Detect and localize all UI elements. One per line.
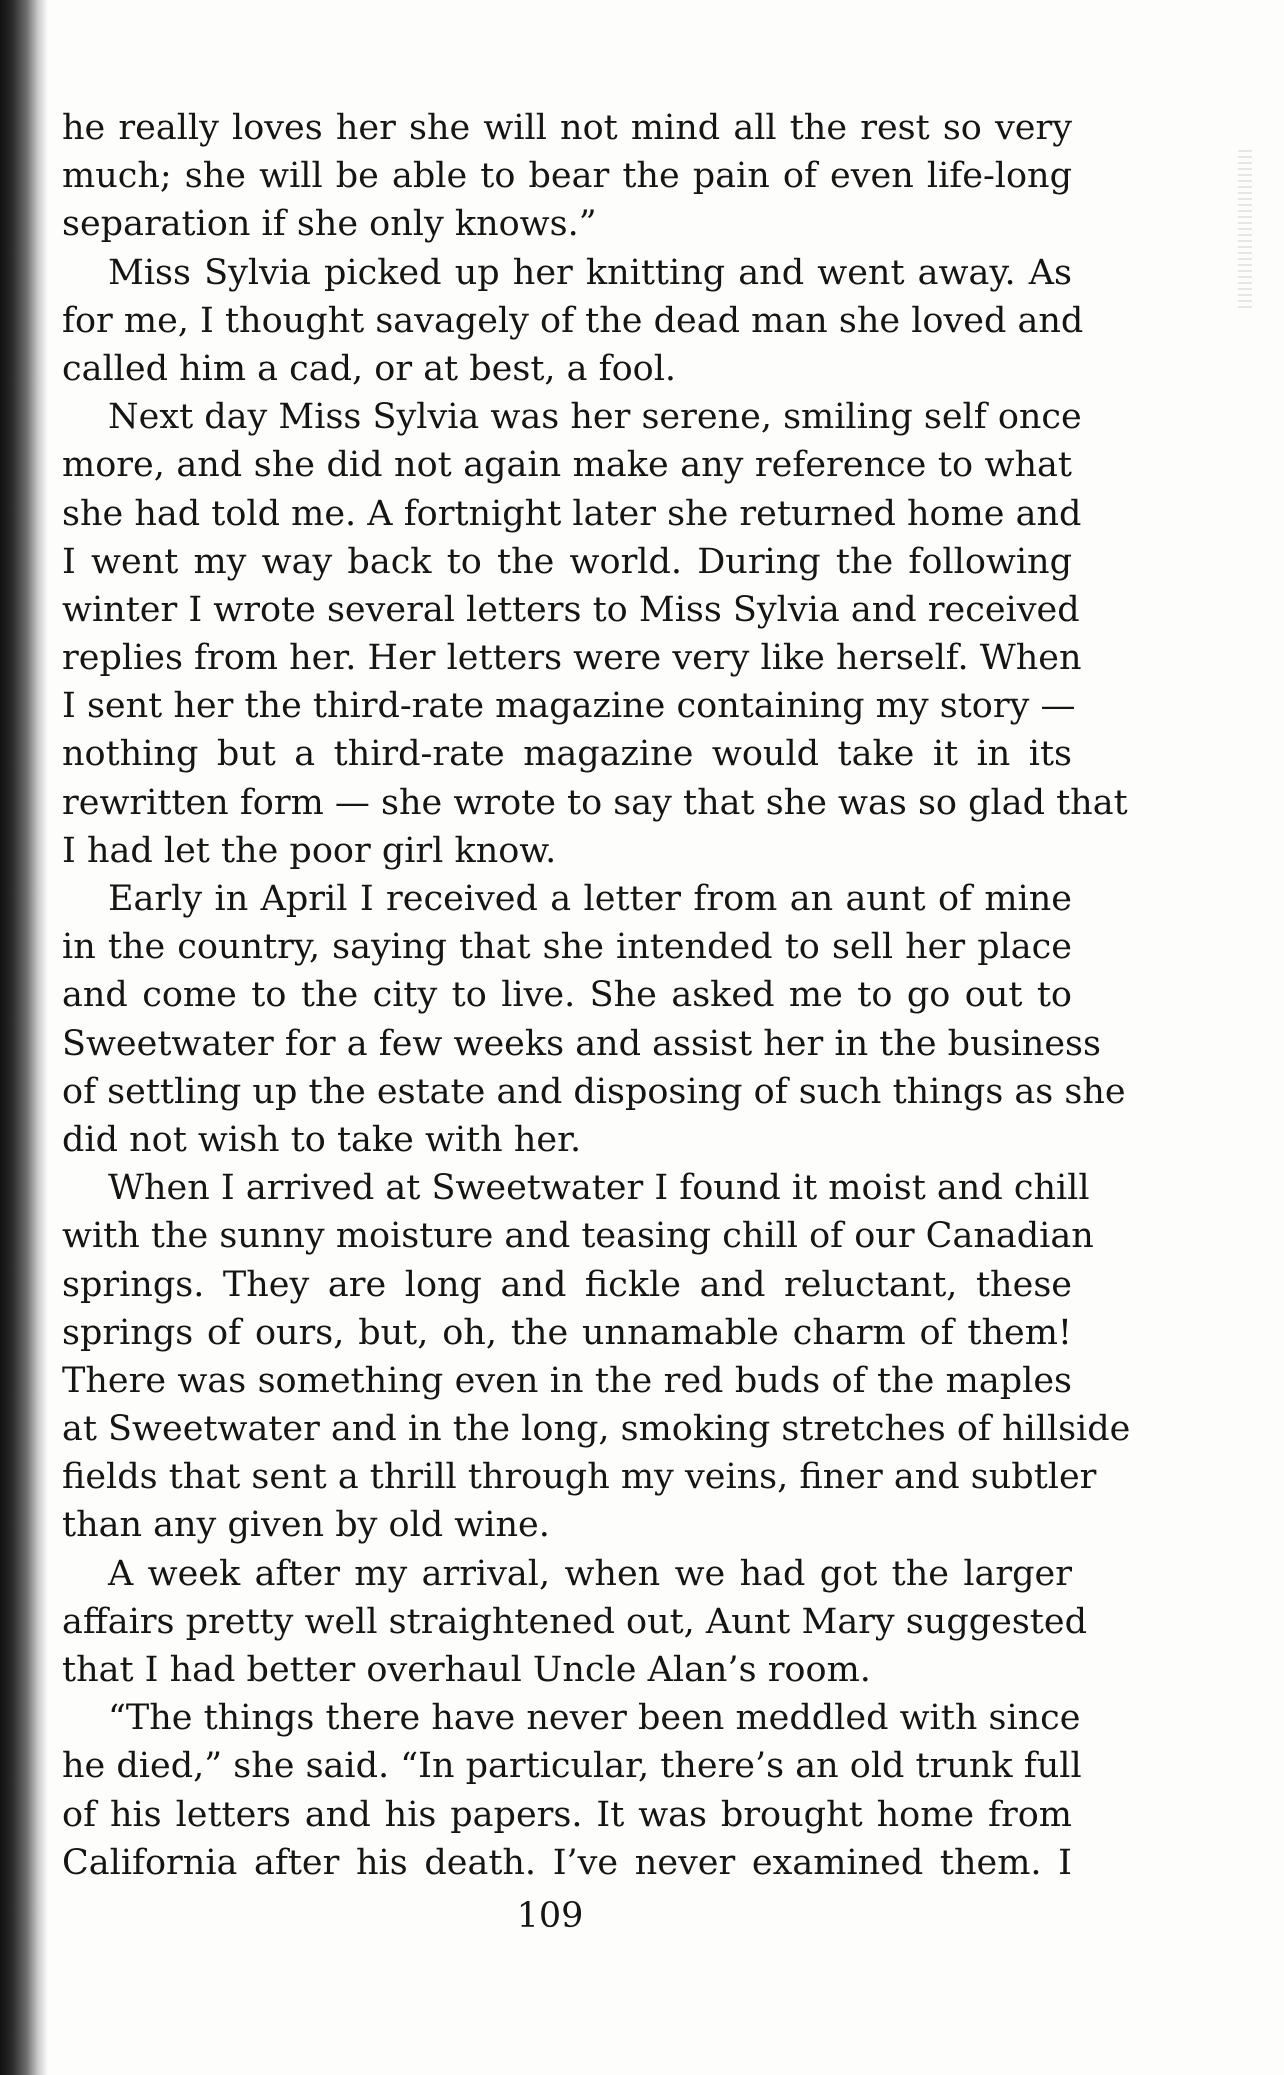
- text-line: Miss Sylvia picked up her knitting and went away. As: [108, 252, 1072, 293]
- text-line: Early in April I received a letter from an aunt of mine: [108, 879, 1072, 919]
- text-line: that I had better overhaul Uncle Alan’s room.: [62, 1650, 871, 1690]
- scan-speckle: [1238, 150, 1252, 310]
- text-line: did not wish to take with her.: [62, 1119, 582, 1160]
- text-line: more, and she did not again make any reference to what: [62, 445, 1072, 486]
- text-line: Next day Miss Sylvia was her serene, smiling self once: [108, 397, 1082, 438]
- text-line: affairs pretty well straightened out, Aunt Mary suggested: [62, 1601, 1087, 1642]
- text-line: springs of ours, but, oh, the unnamable charm of them!: [62, 1312, 1072, 1353]
- text-line: than any given by old wine.: [62, 1505, 550, 1546]
- text-line: fields that sent a thrill through my veins, finer and subtler: [62, 1457, 1097, 1498]
- text-line: separation if she only knows.”: [62, 204, 597, 245]
- text-line: A week after my arrival, when we had got the larger: [108, 1553, 1072, 1594]
- text-line: rewritten form — she wrote to say that she was so glad that: [62, 782, 1128, 823]
- page-number: 109: [516, 1896, 584, 1936]
- text-line: and come to the city to live. She asked me to go out to: [62, 975, 1072, 1016]
- text-line: for me, I thought savagely of the dead man she loved and: [62, 300, 1084, 341]
- text-line: “The things there have never been meddled with since: [108, 1698, 1081, 1739]
- body-text: [62, 104, 1131, 1887]
- text-line: I went my way back to the world. During the following: [62, 541, 1072, 582]
- text-line: he died,” she said. “In particular, there’s an old trunk full: [62, 1746, 1082, 1787]
- text-line: at Sweetwater and in the long, smoking stretches of hillside: [62, 1409, 1131, 1450]
- text-line: she had told me. A fortnight later she returned home and: [62, 493, 1082, 534]
- text-line: much; she will be able to bear the pain of even life-long: [62, 156, 1072, 197]
- text-line: springs. They are long and fickle and reluctant, these: [62, 1264, 1072, 1305]
- text-line: with the sunny moisture and teasing chill of our Canadian: [62, 1216, 1094, 1257]
- binding-shadow: [0, 0, 48, 2075]
- text-line: There was something even in the red buds of the maples: [62, 1360, 1072, 1401]
- text-line: called him a cad, or at best, a fool.: [62, 348, 677, 389]
- text-line: When I arrived at Sweetwater I found it moist and chill: [108, 1168, 1090, 1209]
- text-line: Sweetwater for a few weeks and assist her in the business: [62, 1023, 1101, 1064]
- text-line: he really loves her she will not mind all the rest so very: [62, 108, 1072, 148]
- text-line: replies from her. Her letters were very like herself. When: [62, 638, 1082, 679]
- text-line: of his letters and his papers. It was brought home from: [62, 1794, 1072, 1835]
- text-line: of settling up the estate and disposing of such things as she: [62, 1071, 1126, 1112]
- text-line: California after his death. I’ve never examined them. I: [62, 1842, 1072, 1883]
- text-line: I sent her the third-rate magazine containing my story —: [62, 686, 1076, 727]
- text-line: I had let the poor girl know.: [62, 830, 557, 871]
- text-line: winter I wrote several letters to Miss Sylvia and received: [62, 589, 1080, 630]
- text-line: in the country, saying that she intended to sell her place: [62, 927, 1072, 968]
- text-line: nothing but a third-rate magazine would take it in its: [62, 734, 1072, 775]
